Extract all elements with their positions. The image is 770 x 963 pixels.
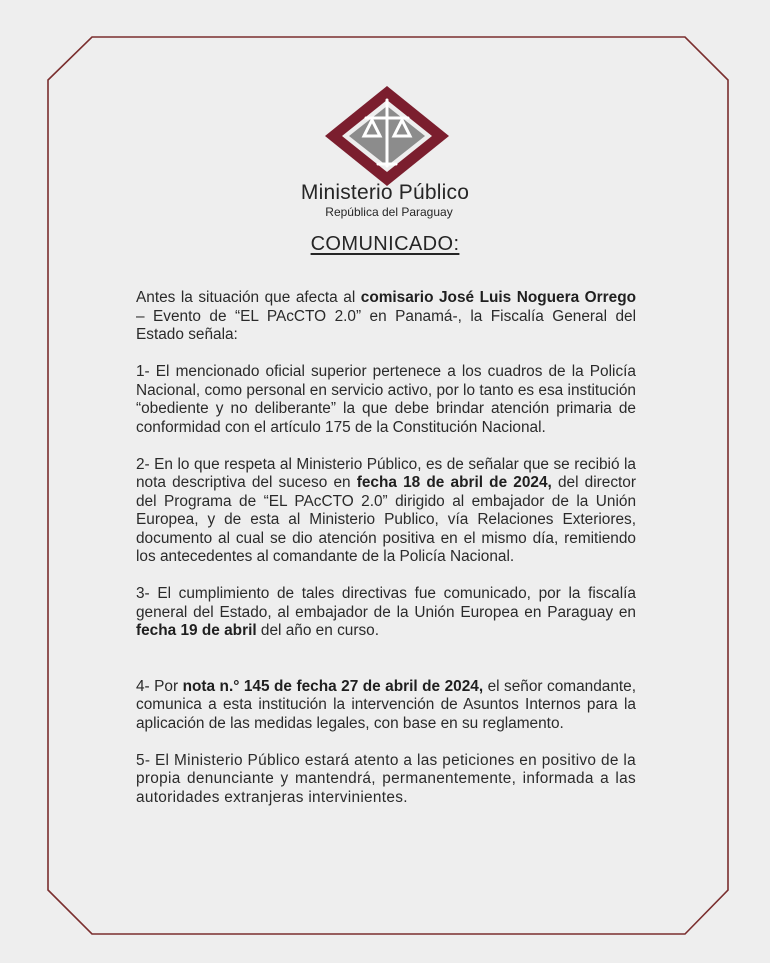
intro-text-1: Antes la situación que afecta al [136,289,361,306]
intro-paragraph [136,289,636,345]
point-4-text-1: 4- Por [136,677,183,695]
point-3-text-1: 3- El cumplimiento de tales directivas fue comunicado, por la fiscalía general del Estado, al embajador de la Unión Europea en Paraguay en [136,585,636,621]
point-4-text-2: el señor comandante, comunica a esta institución la intervención de Asuntos Internos para la aplicación de las medidas legales, con base en su reglamento. [136,677,636,732]
communique-body [136,289,636,807]
org-name: Ministerio Público [300,181,470,204]
point-2-text-1: 2- En lo que respeta al Ministerio Público, es de señalar que se recibió la nota descriptiva del suceso en [136,455,636,491]
point-2-paragraph [136,456,636,567]
point-2-bold-date: fecha 18 de abril de 2024, [356,474,552,491]
point-1-text: 1- El mencionado oficial superior pertenece a los cuadros de la Policía Nacional, como personal en servicio activo, por lo tanto es esa institución “obediente y no deliberante” la que debe brindar atención primaria de conformidad con el artículo 175 de la Constitución Nacional. [136,363,636,436]
page-title: COMUNICADO: [310,233,460,255]
point-5-paragraph [136,752,636,808]
point-4-bold-note: nota n.° 145 de fecha 27 de abril de 2024, [182,677,484,695]
point-2-text-2: del director del Programa de “EL PAcCTO 2.0” dirigido al embajador de la Unión Europea, y de esta al Ministerio Publico, vía Relaciones Exteriores, documento al cual se dio atención positiva en el mismo día, remitiendo los antecedentes al comandante de la Policía Nacional. [136,474,636,565]
point-4-paragraph [136,678,636,734]
point-5-text: 5- El Ministerio Público estará atento a las peticiones en positivo de la propia denunciante y mantendrá, permanentemente, informada a las autoridades extranjeras intervinientes. [136,751,636,806]
intro-bold-name: comisario José Luis Noguera Orrego [360,289,636,306]
point-3-text-2: del año en curso. [256,622,379,639]
point-3-paragraph [136,585,636,641]
org-subtitle: República del Paraguay [325,205,453,219]
intro-text-2: – Evento de “EL PAcCTO 2.0” en Panamá-, la Fiscalía General del Estado señala: [136,307,636,343]
point-1-paragraph [136,363,636,437]
ministerio-publico-logo-icon [322,84,452,188]
point-3-bold-date: fecha 19 de abril [136,622,257,639]
